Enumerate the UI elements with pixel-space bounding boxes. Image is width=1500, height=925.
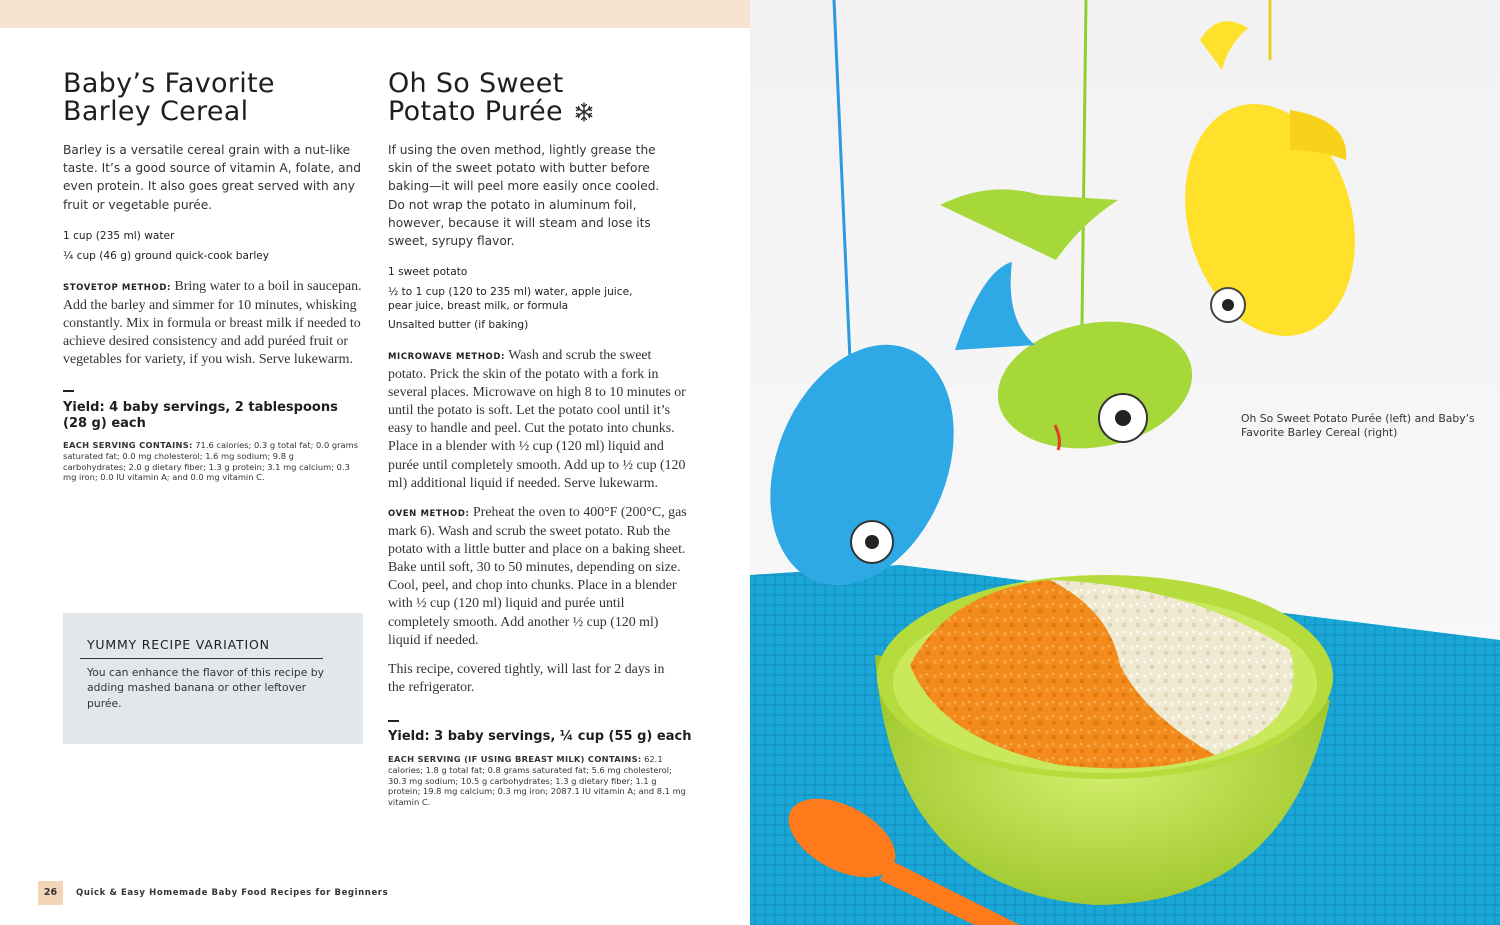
variation-divider <box>80 658 323 659</box>
recipe-yield: Yield: 4 baby servings, 2 tablespoons (28 g) each <box>63 400 338 431</box>
ingredient-line: Unsalted butter (if baking) <box>388 319 529 331</box>
photo-caption: Oh So Sweet Potato Purée (left) and Baby’s Favorite Barley Cereal (right) <box>1241 412 1475 439</box>
yield-dash <box>388 720 399 722</box>
ingredient-line: ¼ cup (46 g) ground quick-cook barley <box>63 250 270 262</box>
recipe-intro: If using the oven method, lightly grease the skin of the sweet potato with butter before baking—it will peel more easily once cooled. Do not wrap the potato in aluminum foil, however, because it will steam and lose its sweet, syrupy flavor. <box>388 143 660 249</box>
nutrition-info <box>63 440 359 483</box>
variation-title: YUMMY RECIPE VARIATION <box>87 637 270 652</box>
nutrition-text: 62.1 calories; 1.8 g total fat; 0.8 grams saturated fat; 5.6 mg cholesterol; 30.3 mg sodium; 10.5 g carbohydrates; 1.3 g dietary fiber; 1.1 g protein; 19.8 mg calcium; 0.3 mg iron; 2087.1 IU vitamin A; and 8.1 mg vitamin C. <box>388 754 686 808</box>
ingredient-line: ½ to 1 cup (120 to 235 ml) water, apple juice, pear juice, breast milk, or formula <box>388 286 633 312</box>
top-color-band <box>0 0 750 28</box>
page-number: 26 <box>38 881 63 905</box>
title-line-1: Oh So Sweet <box>388 68 564 99</box>
oven-method <box>388 504 688 650</box>
snowflake-icon <box>574 102 594 122</box>
nutrition-label: EACH SERVING CONTAINS: <box>63 440 193 450</box>
method-text: Bring water to a boil in saucepan. Add the barley and simmer for 10 minutes, whisking constantly. Mix in formula or breast milk if needed to achieve desired consistency and add puréed fruit or vegetables for variety, if you wish. Serve lukewarm. <box>63 279 362 368</box>
recipe-title-barley-cereal <box>63 70 275 126</box>
recipe-yield: Yield: 3 baby servings, ¼ cup (55 g) each <box>388 729 692 744</box>
nutrition-text: 71.6 calories; 0.3 g total fat; 0.0 grams saturated fat; 0.0 mg cholesterol; 1.6 mg sodium; 9.8 g carbohydrates; 2.0 g dietary fiber; 1.3 g protein; 3.1 mg calcium; 0.3 mg iron; 0.0 IU vitamin A; and 0.0 mg vitamin C. <box>63 440 359 483</box>
method-text: Preheat the oven to 400°F (200°C, gas mark 6). Wash and scrub the sweet potato. Rub the potato with a little butter and place on a baking sheet. Bake until soft, 30 to 50 minutes, depending on size. Cool, peel, and chop into chunks. Place in a blender with ½ cup (120 ml) liquid and purée until completely smooth. Add another ½ cup (120 ml) liquid if needed. <box>388 505 687 648</box>
storage-note: This recipe, covered tightly, will last for 2 days in the refrigerator. <box>388 662 665 696</box>
method-label: OVEN METHOD: <box>388 509 470 519</box>
method-text: Wash and scrub the sweet potato. Prick the skin of the potato with a fork in several places. Microwave on high 8 to 10 minutes or until the potato is soft. Let the potato cool until it’s easy to handle and peel. Cut the potato into chunks. Place in a blender with ½ cup (120 ml) liquid and purée until completely smooth. Add up to ½ cup (120 ml) additional liquid if needed. Serve lukewarm. <box>388 348 686 491</box>
recipe-title-sweet-potato-puree <box>388 70 594 126</box>
nutrition-info <box>388 754 688 808</box>
method-label: STOVETOP METHOD: <box>63 283 171 293</box>
ingredient-line: 1 cup (235 ml) water <box>63 230 175 242</box>
ingredient-line: 1 sweet potato <box>388 266 468 278</box>
yield-dash <box>63 390 74 392</box>
title-line-1: Baby’s Favorite <box>63 68 275 99</box>
title-line-2: Barley Cereal <box>63 96 249 127</box>
variation-text: You can enhance the flavor of this recipe by adding mashed banana or other leftover purée. <box>87 666 325 710</box>
recipe-intro: Barley is a versatile cereal grain with a nut-like taste. It’s a good source of vitamin A, folate, and even protein. It also goes great served with any fruit or vegetable purée. <box>63 143 362 212</box>
recipe-variation-box <box>63 613 363 744</box>
food-photo <box>750 0 1500 925</box>
running-footer-book-title: Quick & Easy Homemade Baby Food Recipes for Beginners <box>76 888 389 898</box>
microwave-method <box>388 347 688 493</box>
title-line-2: Potato Purée <box>388 96 563 127</box>
method-label: MICROWAVE METHOD: <box>388 352 506 362</box>
stovetop-method <box>63 278 363 369</box>
nutrition-label: EACH SERVING (IF USING BREAST MILK) CONTAINS: <box>388 754 642 764</box>
